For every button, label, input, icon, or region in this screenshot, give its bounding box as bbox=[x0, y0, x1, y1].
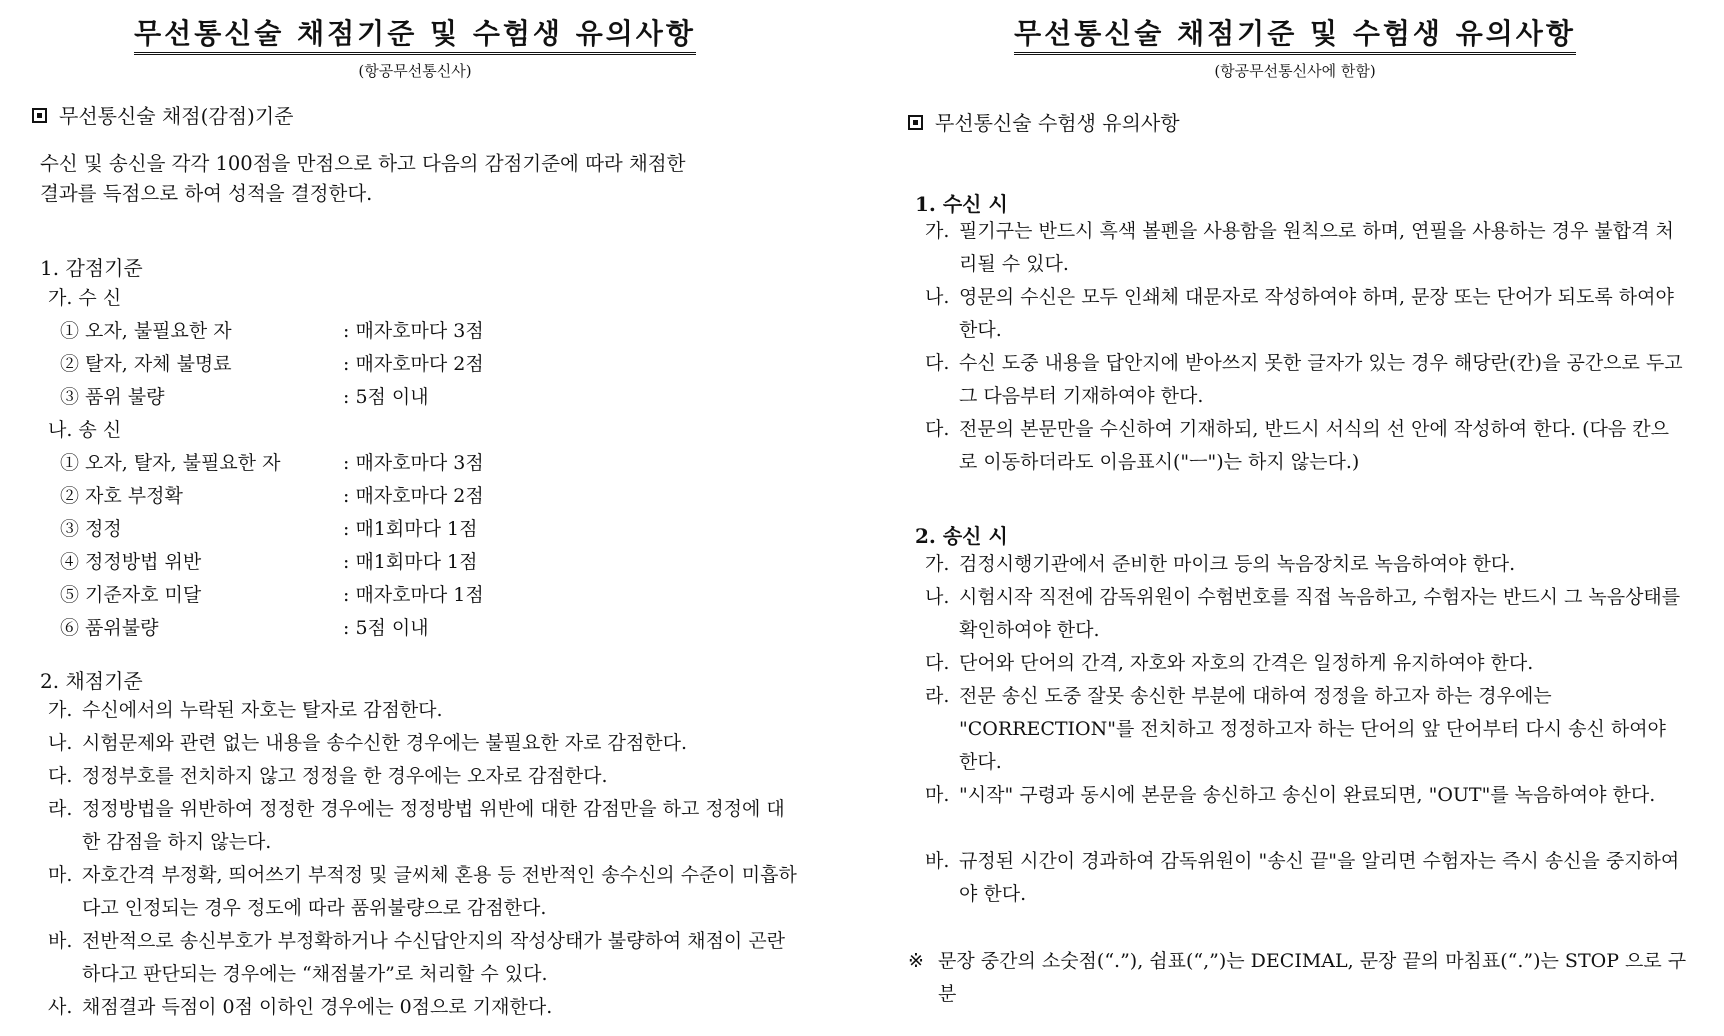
receive-row: ① 오자, 불필요한 자 : 매자호마다 3점 bbox=[60, 320, 484, 342]
receive-notice-item: 가. 필기구는 반드시 흑색 볼펜을 사용함을 원칙으로 하며, 연필을 사용하는 경우 불합격 처리될 수 있다. bbox=[925, 220, 1674, 275]
left-heading-2: 2. 채점기준 bbox=[40, 669, 143, 693]
right-heading-2: 2. 송신 시 bbox=[915, 524, 1008, 548]
send-notice-item: 마. "시작" 구령과 동시에 본문을 송신하고 송신이 완료되면, "OUT"를 녹음하여야 한다. bbox=[925, 784, 1656, 806]
criteria-item: 나. 시험문제와 관련 없는 내용을 송수신한 경우에는 불필요한 자로 감점한다. bbox=[48, 732, 687, 754]
right-section-title: 무선통신술 수험생 유의사항 bbox=[908, 107, 1180, 136]
criteria-item: 바. 전반적으로 송신부호가 부정확하거나 수신답안지의 작성상태가 불량하여 채점이 곤란하다고 판단되는 경우에는 “채점불가”로 처리할 수 있다. bbox=[48, 930, 786, 985]
criteria-item: 라. 정정방법을 위반하여 정정한 경우에는 정정방법 위반에 대한 감점만을 하고 정정에 대한 감점을 하지 않는다. bbox=[48, 798, 785, 853]
square-bullet-icon bbox=[32, 108, 47, 123]
right-title: 무선통신술 채점기준 및 수험생 유의사항 bbox=[900, 12, 1690, 52]
receive-notice-item: 다. 전문의 본문만을 수신하여 기재하되, 반드시 서식의 선 안에 작성하여 한다. (다음 칸으로 이동하더라도 이음표시("ㅡ")는 하지 않는다.) bbox=[925, 418, 1669, 473]
send-row: ② 자호 부정확 : 매자호마다 2점 bbox=[60, 485, 484, 507]
note: ※ 문장 중간의 소숫점(“.”), 쉼표(“,”)는 DECIMAL, 문장 끝의 마침표(“.”)는 STOP 으로 구분 bbox=[908, 945, 1688, 1011]
send-row: ③ 정정 : 매1회마다 1점 bbox=[60, 518, 478, 540]
left-title: 무선통신술 채점기준 및 수험생 유의사항 bbox=[30, 12, 800, 52]
receive-row: ③ 품위 불량 : 5점 이내 bbox=[60, 386, 429, 408]
note-mark: ※ bbox=[908, 950, 924, 972]
send-row: ④ 정정방법 위반 : 매1회마다 1점 bbox=[60, 551, 478, 573]
receive-notice-item: 다. 수신 도중 내용을 답안지에 받아쓰지 못한 글자가 있는 경우 해당란(칸)을 공간으로 두고 그 다음부터 기재하여야 한다. bbox=[925, 352, 1683, 407]
criteria-item: 다. 정정부호를 전치하지 않고 정정을 한 경우에는 오자로 감점한다. bbox=[48, 765, 608, 787]
left-page bbox=[30, 0, 800, 1036]
send-row: ⑤ 기준자호 미달 : 매자호마다 1점 bbox=[60, 584, 484, 606]
send-notice-item: 나. 시험시작 직전에 감독위원이 수험번호를 직접 녹음하고, 수험자는 반드시 그 녹음상태를 확인하여야 한다. bbox=[925, 586, 1681, 641]
right-subtitle: (항공무선통신사에 한함) bbox=[1214, 62, 1376, 80]
send-label: 나. 송 신 bbox=[48, 419, 122, 441]
send-notice-item: 가. 검정시행기관에서 준비한 마이크 등의 녹음장치로 녹음하여야 한다. bbox=[925, 553, 1516, 575]
criteria-item: 사. 채점결과 득점이 0점 이하인 경우에는 0점으로 기재한다. bbox=[48, 996, 553, 1018]
left-heading-1: 1. 감점기준 bbox=[40, 256, 143, 280]
left-intro-line2: 결과를 득점으로 하여 성적을 결정한다. bbox=[40, 182, 373, 205]
criteria-item: 가. 수신에서의 누락된 자호는 탈자로 감점한다. bbox=[48, 699, 443, 721]
left-subtitle: (항공무선통신사) bbox=[358, 62, 472, 80]
square-bullet-icon bbox=[908, 115, 923, 130]
left-intro-line1: 수신 및 송신을 각각 100점을 만점으로 하고 다음의 감점기준에 따라 채점한 bbox=[40, 152, 686, 175]
send-row: ① 오자, 탈자, 불필요한 자 : 매자호마다 3점 bbox=[60, 452, 484, 474]
send-notice-item: 다. 단어와 단어의 간격, 자호와 자호의 간격은 일정하게 유지하여야 한다. bbox=[925, 652, 1534, 674]
criteria-item: 마. 자호간격 부정확, 띄어쓰기 부적정 및 글씨체 혼용 등 전반적인 송수신의 수준이 미흡하다고 인정되는 경우 정도에 따라 품위불량으로 감점한다. bbox=[48, 864, 797, 919]
send-row: ⑥ 품위불량 : 5점 이내 bbox=[60, 617, 429, 639]
send-notice-item: 라. 전문 송신 도중 잘못 송신한 부분에 대하여 정정을 하고자 하는 경우에는 "CORRECTION"를 전치하고 정정하고자 하는 단어의 앞 단어부터 다시 송신 하여야 한다. bbox=[925, 685, 1666, 773]
receive-row: ② 탈자, 자체 불명료 : 매자호마다 2점 bbox=[60, 353, 484, 375]
right-heading-1: 1. 수신 시 bbox=[915, 192, 1008, 216]
receive-label: 가. 수 신 bbox=[48, 287, 122, 309]
right-page bbox=[900, 0, 1690, 1036]
receive-notice-item: 나. 영문의 수신은 모두 인쇄체 대문자로 작성하여야 하며, 문장 또는 단어가 되도록 하여야 한다. bbox=[925, 286, 1674, 341]
left-section-title: 무선통신술 채점(감점)기준 bbox=[32, 100, 293, 129]
send-notice-item: 바. 규정된 시간이 경과하여 감독위원이 "송신 끝"을 알리면 수험자는 즉시 송신을 중지하여야 한다. bbox=[925, 850, 1680, 905]
